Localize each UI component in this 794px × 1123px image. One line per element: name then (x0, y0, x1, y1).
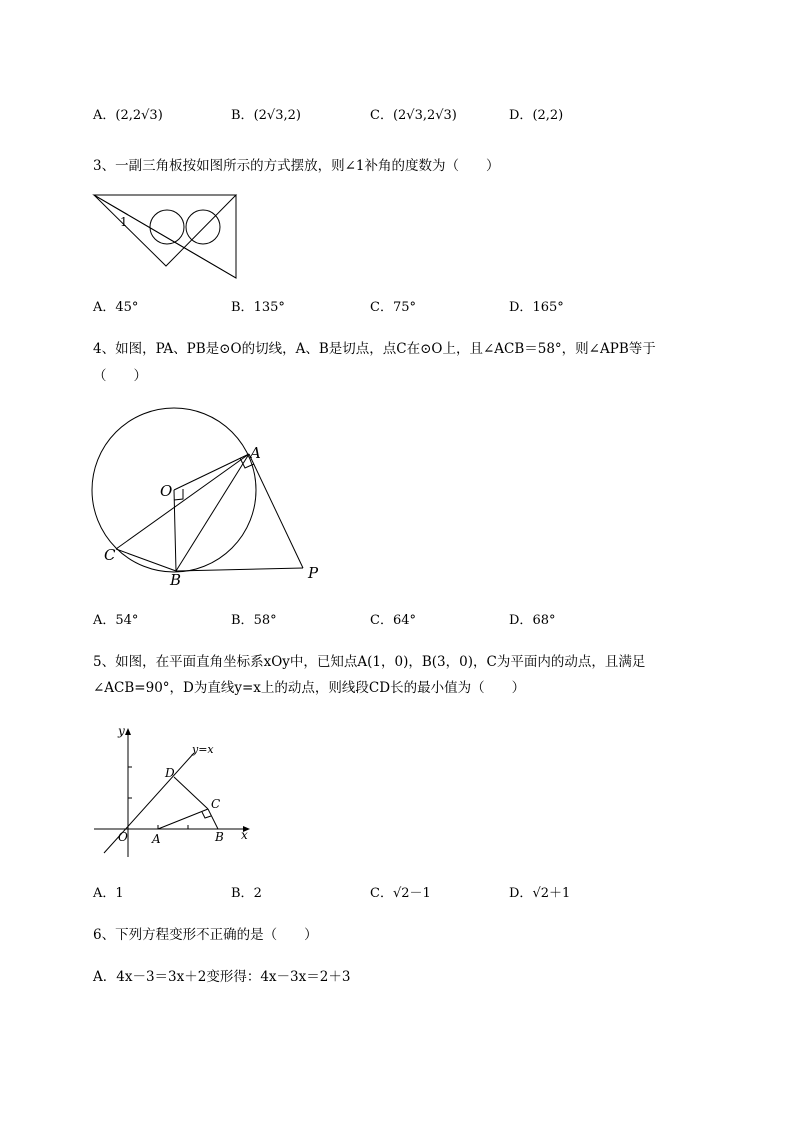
q4-label-a: A (250, 444, 261, 462)
q5-coordinate-figure (90, 722, 255, 862)
q3-option-d: D．165° (509, 300, 564, 315)
q5-option-d: D．√2＋1 (509, 886, 571, 901)
q4-label-p: P (308, 564, 319, 582)
q4-chord-ac (116, 454, 249, 549)
q4-label-b: B (170, 571, 182, 589)
q3-hole-2 (186, 210, 220, 244)
q5-label-a: A (152, 832, 161, 846)
q3-stem: 3、一副三角板按如图所示的方式摆放，则∠1补角的度数为（ ） (93, 158, 500, 174)
q4-label-c: C (104, 546, 116, 564)
q2-option-c: C．(2√3,2√3) (370, 108, 457, 123)
q5-label-o: O (118, 830, 128, 844)
q3-option-c: C．75° (370, 300, 416, 315)
q4-options (0, 609, 794, 633)
q5-option-c: C．√2－1 (370, 886, 431, 901)
q5-label-y: y (118, 724, 125, 738)
q4-tangent-pa (249, 454, 303, 568)
q6-option-a: A．4x－3＝3x＋2变形得：4x－3x＝2＋3 (93, 969, 351, 985)
q2-option-b: B．(2√3,2) (231, 108, 301, 123)
q5-segment-cb (208, 809, 218, 829)
q5-stem-line1: 5、如图，在平面直角坐标系xOy中，已知点A(1，0)，B(3，0)，C为平面内的动点，且满足 (93, 654, 646, 670)
q5-label-line: y=x (192, 743, 214, 756)
q5-options (0, 882, 794, 906)
q5-label-c: C (211, 797, 221, 811)
q6-stem: 6、下列方程变形不正确的是（ ） (93, 927, 318, 943)
q4-option-d: D．68° (509, 613, 556, 628)
q4-option-b: B．58° (231, 613, 277, 628)
q5-option-a: A．1 (93, 886, 124, 901)
q4-option-a: A．54° (93, 613, 139, 628)
q2-option-d: D．(2,2) (509, 108, 564, 123)
q2-option-a: A．(2,2√3) (93, 108, 163, 123)
q3-option-a: A．45° (93, 300, 139, 315)
q5-stem-line2: ∠ACB=90°，D为直线y=x上的动点，则线段CD长的最小值为（ ） (93, 680, 526, 696)
q4-label-o: O (160, 482, 173, 500)
q5-y-arrow (125, 728, 131, 735)
q4-chord-cb (116, 549, 176, 571)
q3-set-square-1 (94, 195, 236, 266)
q3-options (0, 296, 794, 320)
q5-segment-dc (174, 777, 208, 809)
q5-segment-ac (158, 809, 208, 829)
q4-radius-ob (174, 490, 176, 571)
q4-option-c: C．64° (370, 613, 416, 628)
q3-triangle-figure (90, 190, 250, 282)
q3-hole-1 (150, 210, 184, 244)
q2-options (0, 104, 794, 128)
q4-stem-line2: （ ） (93, 368, 147, 384)
q5-label-b: B (215, 830, 224, 844)
q3-angle-label: 1 (120, 215, 128, 229)
q5-option-b: B．2 (231, 886, 262, 901)
q3-option-b: B．135° (231, 300, 285, 315)
q4-right-angle-o (174, 489, 183, 500)
q5-label-x: x (241, 828, 248, 842)
q5-label-d: D (165, 766, 175, 780)
q4-stem-line1: 4、如图，PA、PB是⊙O的切线，A、B是切点，点C在⊙O上，且∠ACB＝58°，则∠APB等于 (93, 341, 656, 357)
q4-circle-figure (90, 396, 330, 591)
